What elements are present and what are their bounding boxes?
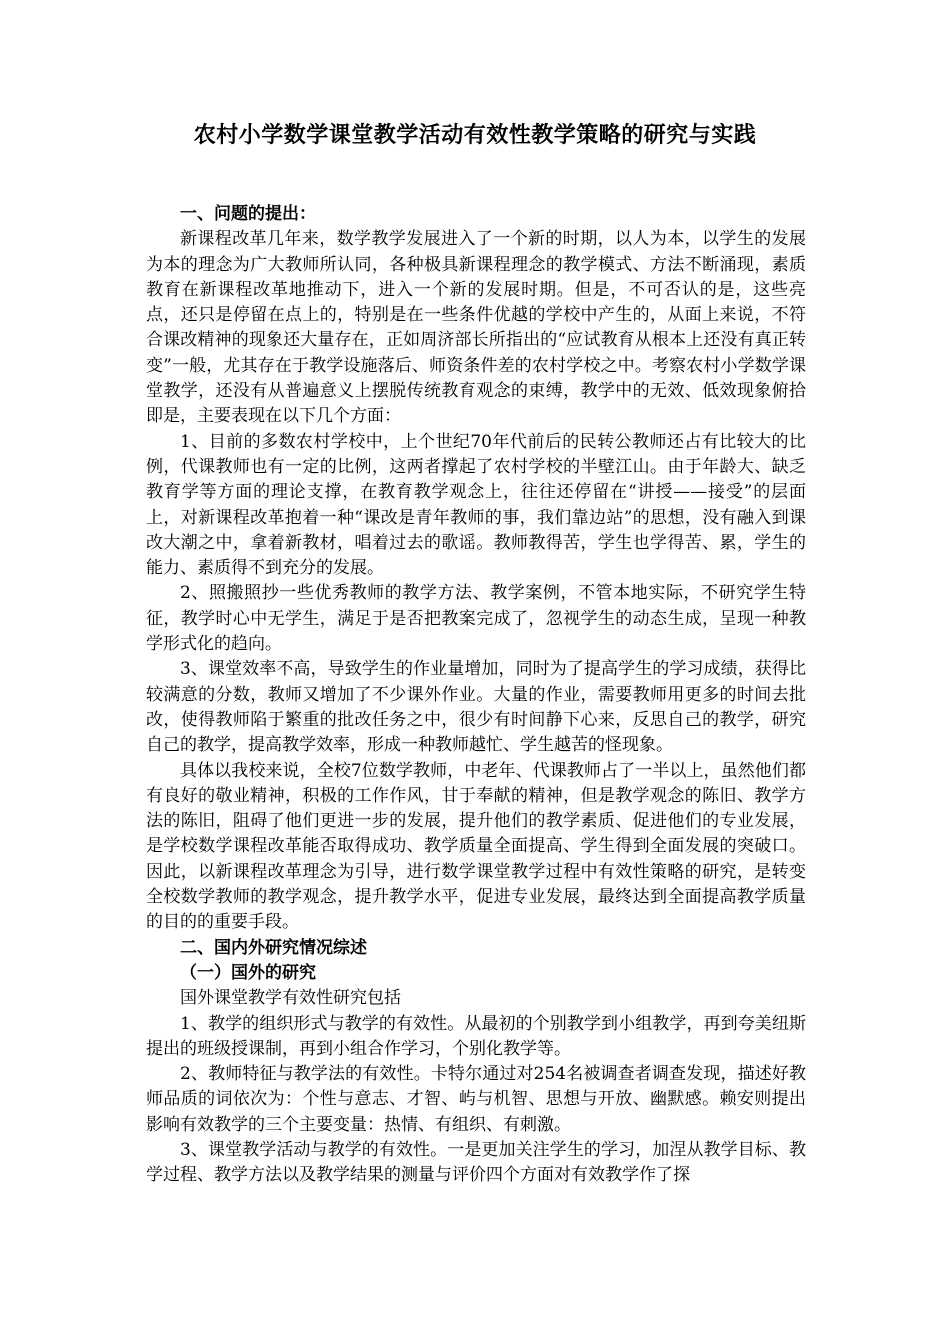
body-paragraph: 1、教学的组织形式与教学的有效性。从最初的个别教学到小组教学，再到夸美纽斯提出的班级授课制，再到小组合作学习，个别化教学等。 [146, 1013, 806, 1059]
document-title: 农村小学数学课堂教学活动有效性教学策略的研究与实践 [193, 123, 757, 148]
section-heading: （一）国外的研究 [180, 962, 316, 983]
body-paragraph: 3、课堂教学活动与教学的有效性。一是更加关注学生的学习，加涅从教学目标、教学过程、教学方法以及教学结果的测量与评价四个方面对有效教学作了探 [146, 1139, 806, 1186]
body-paragraph: 2、教师特征与教学法的有效性。卡特尔通过对254名被调查者调查发现，描述好教师品质的词依次为：个性与意志、才智、屿与机智、思想与开放、幽默感。赖安则提出影响有效教学的三个主要变量：热情、有组织、有刺激。 [146, 1064, 806, 1135]
document-body [146, 198, 806, 1189]
section-heading: 一、问题的提出： [180, 204, 316, 224]
body-paragraph: 3、课堂效率不高，导致学生的作业量增加，同时为了提高学生的学习成绩，获得比较满意的分数，教师又增加了不少课外作业。大量的作业，需要教师用更多的时间去批改，使得教师陷于繁重的批改任务之中，很少有时间静下心来，反思自己的教学，研究自己的教学，提高教学效率，形成一种教师越忙、学生越苦的怪现象。 [146, 659, 806, 756]
body-paragraph: 新课程改革几年来，数学教学发展进入了一个新的时期，以人为本，以学生的发展为本的理念为广大教师所认同，各种极具新课程理念的教学模式、方法不断涌现，素质教育在新课程改革地推动下，进入一个新的发展时期。但是，不可否认的是，这些亮点，还只是停留在点上的，特别是在一些条件优越的学校中产生的，从面上来说，不符合课改精神的现象还大量存在，正如周济部长所指出的“应试教育从根本上还没有真正转变”一般，尤其存在于教学设施落后、师资条件差的农村学校之中。考察农村小学数学课堂教学，还没有从普遍意义上摆脱传统教育观念的束缚，教学中的无效、低效现象俯拾即是，主要表现在以下几个方面： [146, 229, 806, 427]
section-heading: 二、国内外研究情况综述 [180, 937, 367, 958]
body-paragraph: 具体以我校来说，全校7位数学教师，中老年、代课教师占了一半以上，虽然他们都有良好的敬业精神，积极的工作作风，甘于奉献的精神，但是教学观念的陈旧、教学方法的陈旧，阻碍了他们更进一步的发展，提升他们的教学素质、促进他们的专业发展，是学校数学课程改革能否取得成功、教学质量全面提高、学生得到全面发展的突破口。因此，以新课程改革理念为引导，进行数学课堂教学过程中有效性策略的研究，是转变全校数学教师的教学观念，提升教学水平，促进专业发展，最终达到全面提高教学质量的目的的重要手段。 [146, 760, 806, 933]
body-paragraph: 2、照搬照抄一些优秀教师的教学方法、教学案例，不管本地实际，不研究学生特征，教学时心中无学生，满足于是否把教案完成了，忽视学生的动态生成，呈现一种教学形式化的趋向。 [146, 583, 806, 655]
body-paragraph: 国外课堂教学有效性研究包括 [180, 988, 401, 1009]
body-paragraph: 1、目前的多数农村学校中，上个世纪70年代前后的民转公教师还占有比较大的比例，代课教师也有一定的比例，这两者撑起了农村学校的半壁江山。由于年龄大、缺乏教育学等方面的理论支撑，在教育教学观念上，往往还停留在“讲授——接受”的层面上，对新课程改革抱着一种“课改是青年教师的事，我们靠边站”的思想，没有融入到课改大潮之中，拿着新教材，唱着过去的歌谣。教师教得苦，学生也学得苦、累，学生的能力、素质得不到充分的发展。 [146, 431, 806, 579]
